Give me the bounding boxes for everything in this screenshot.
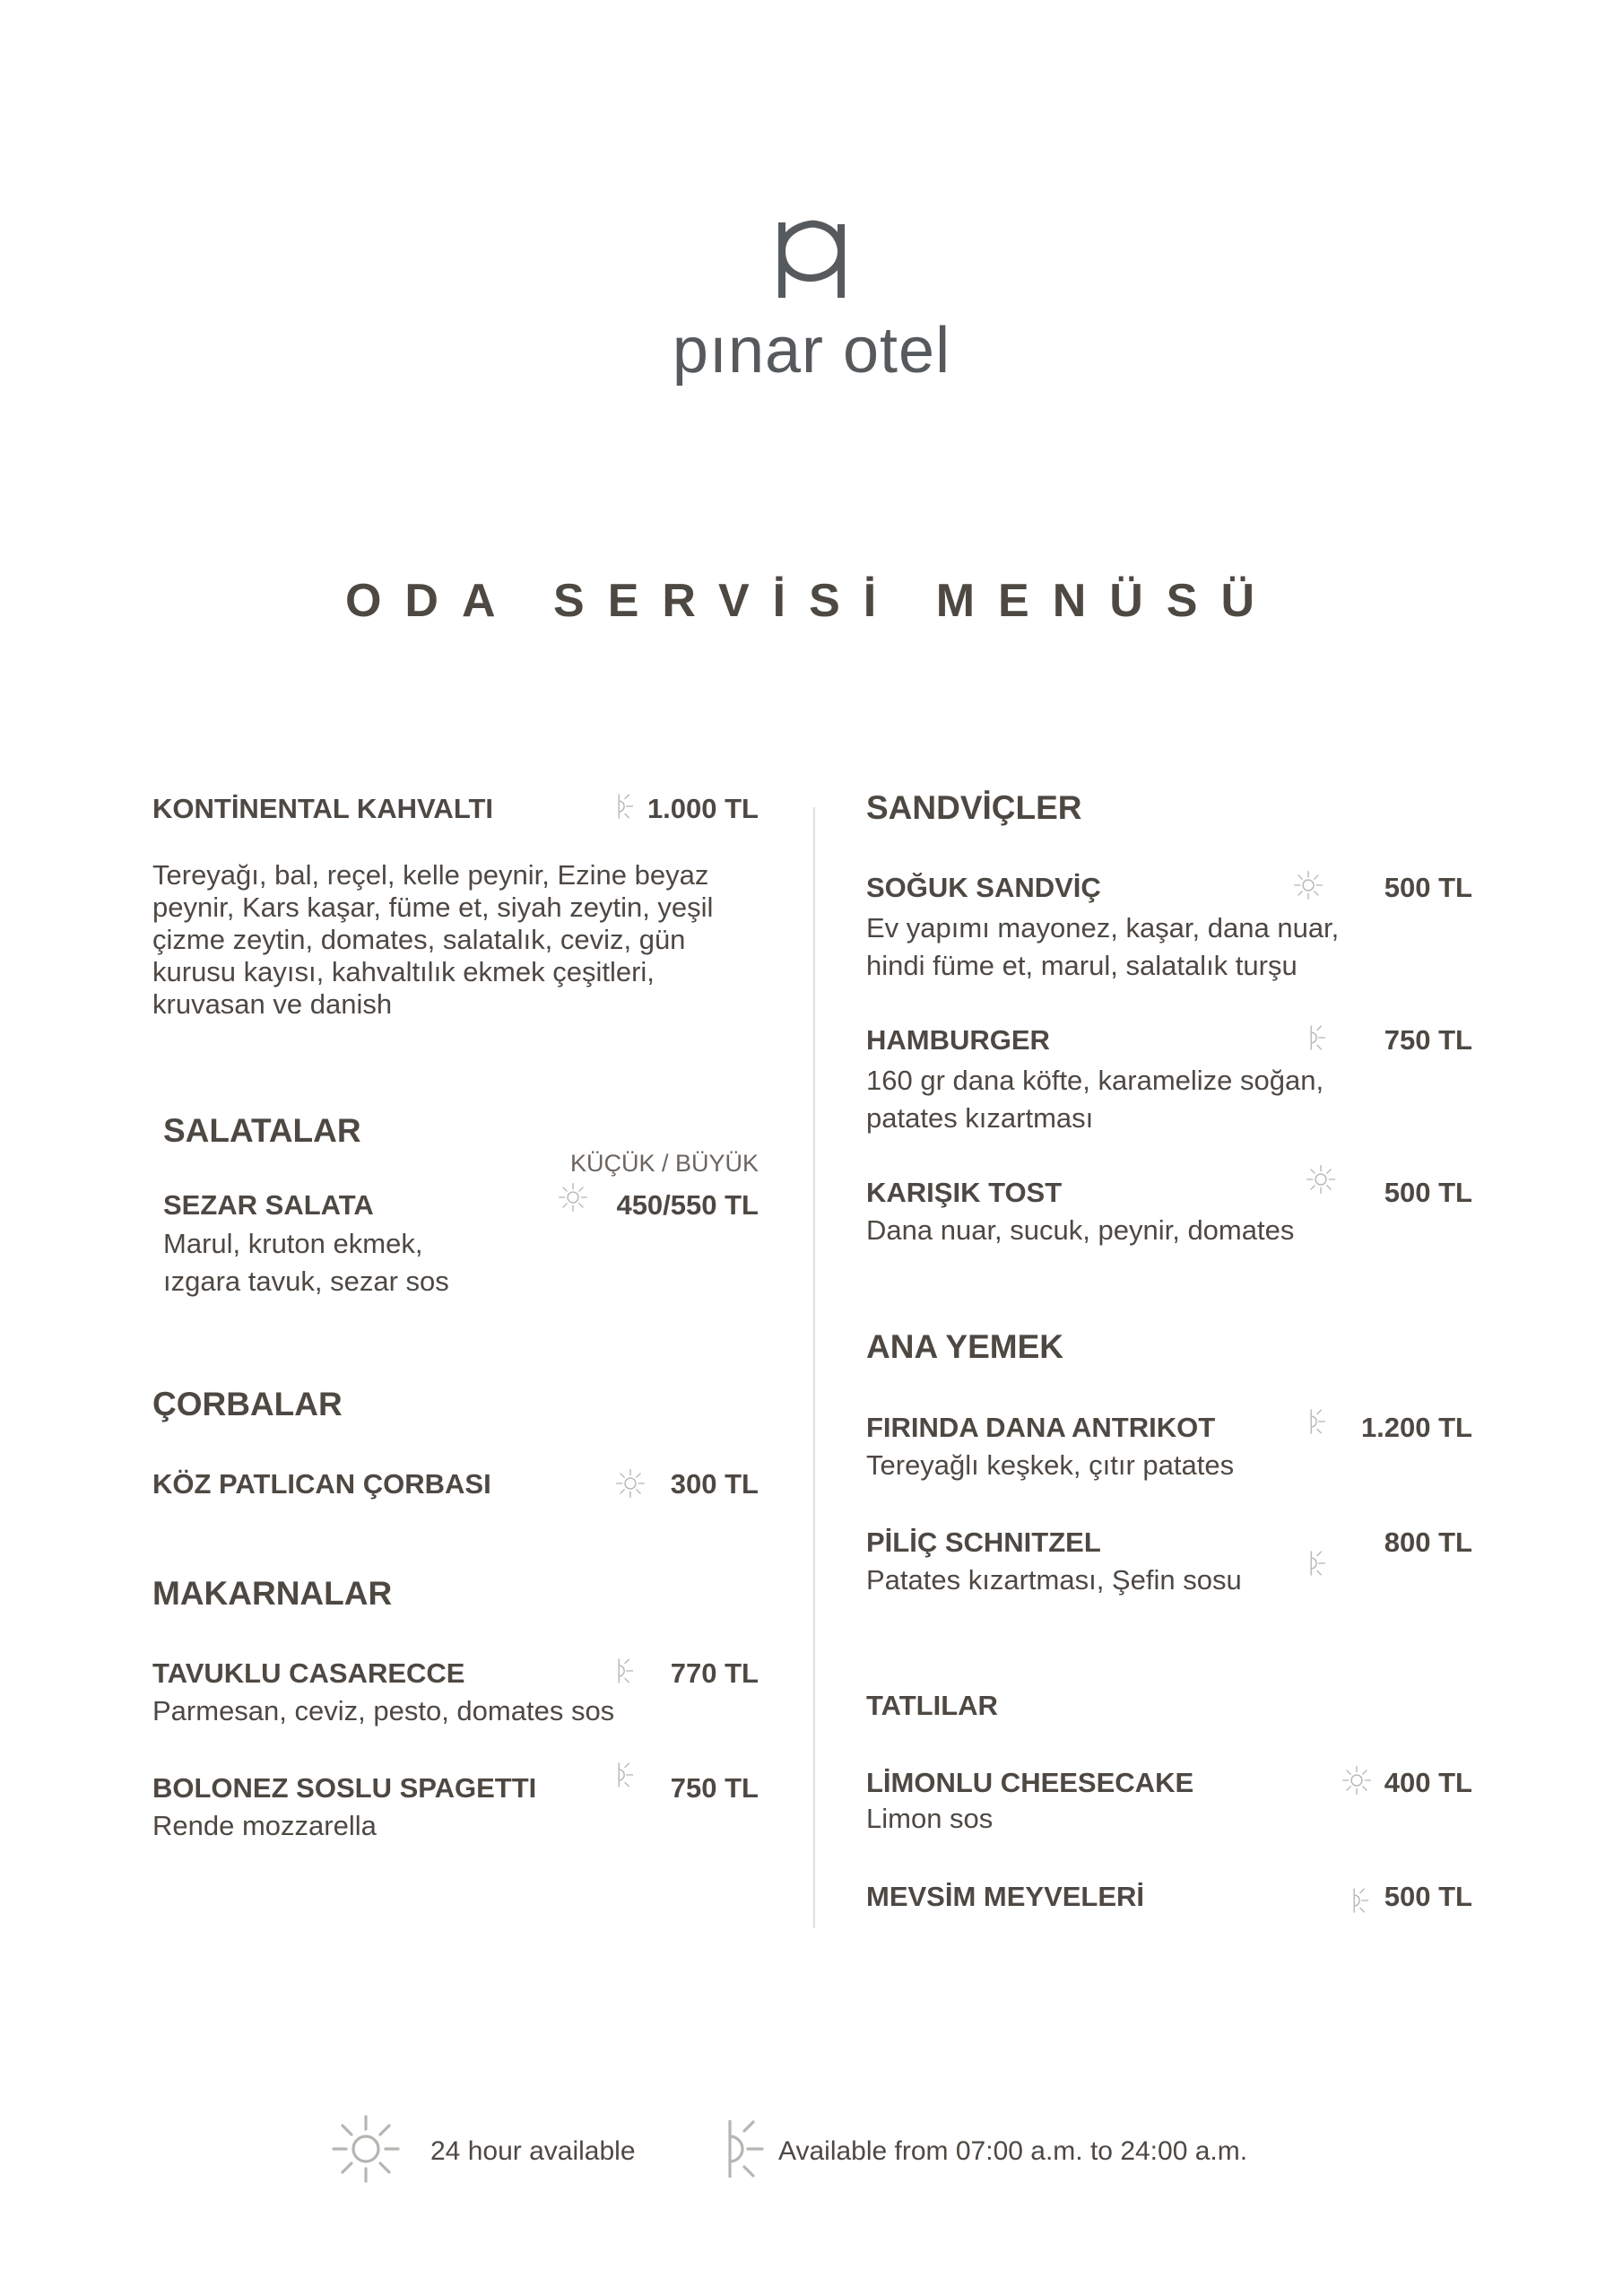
category-heading-sandwiches: SANDVİÇLER bbox=[866, 789, 1082, 826]
menu-item-price: 750 TL bbox=[1384, 1024, 1472, 1056]
menu-item-price: 300 TL bbox=[670, 1468, 759, 1500]
menu-item-price: 400 TL bbox=[1384, 1767, 1472, 1798]
menu-item-price: 450/550 TL bbox=[616, 1189, 759, 1221]
menu-item-name: LİMONLU CHEESECAKE bbox=[866, 1767, 1194, 1798]
menu-item-price: 500 TL bbox=[1384, 872, 1472, 903]
category-heading-desserts: TATLILAR bbox=[866, 1690, 998, 1721]
sun-icon bbox=[330, 2113, 402, 2185]
menu-item-name: KONTİNENTAL KAHVALTI bbox=[152, 793, 494, 824]
legend-all-day-text: 24 hour available bbox=[430, 2136, 636, 2166]
menu-item-name: FIRINDA DANA ANTRIKOT bbox=[866, 1412, 1216, 1443]
menu-item-description: Tereyağlı keşkek, çıtır patates bbox=[866, 1449, 1235, 1481]
menu-item-price: 1.000 TL bbox=[647, 793, 759, 824]
category-heading-salads: SALATALAR bbox=[163, 1112, 361, 1149]
menu-item-price: 750 TL bbox=[670, 1772, 759, 1804]
menu-item-name: SOĞUK SANDVİÇ bbox=[866, 872, 1101, 903]
menu-item-name: BOLONEZ SOSLU SPAGETTI bbox=[152, 1772, 537, 1804]
menu-item-description: Ev yapımı mayonez, kaşar, dana nuar, hindi füme et, marul, salatalık turşu bbox=[866, 912, 1340, 981]
menu-item-price: 500 TL bbox=[1384, 1881, 1472, 1912]
menu-item-description: Tereyağı, bal, reçel, kelle peynir, Ezine beyaz peynir, Kars kaşar, füme et, siyah zeytin, yeşil çizme zeytin, domates, salatalık, ceviz, gün kurusu kayısı, kahvaltılık ekmek çeşitleri, kruvasan ve danish bbox=[152, 859, 714, 1020]
menu-item-price: 800 TL bbox=[1384, 1526, 1472, 1558]
menu-item-name: PİLİÇ SCHNITZEL bbox=[866, 1526, 1101, 1558]
half-sun-icon bbox=[708, 2113, 780, 2185]
category-heading-pasta: MAKARNALAR bbox=[152, 1575, 393, 1612]
menu-item-name: MEVSİM MEYVELERİ bbox=[866, 1881, 1145, 1912]
half-sun-icon bbox=[1302, 1022, 1332, 1053]
size-labels: KÜÇÜK / BÜYÜK bbox=[569, 1150, 759, 1177]
menu-item-price: 770 TL bbox=[670, 1657, 759, 1689]
category-heading-mains: ANA YEMEK bbox=[866, 1328, 1063, 1365]
menu-item-description: Rende mozzarella bbox=[152, 1810, 377, 1841]
category-heading-soups: ÇORBALAR bbox=[152, 1386, 343, 1422]
menu-item-name: SEZAR SALATA bbox=[163, 1189, 374, 1221]
menu-item-name: HAMBURGER bbox=[866, 1024, 1050, 1056]
menu-item-price: 1.200 TL bbox=[1360, 1412, 1472, 1443]
menu-item-description: 160 gr dana köfte, karamelize soğan, patates kızartması bbox=[866, 1065, 1324, 1134]
page-title: ODA SERVİSİ MENÜSÜ bbox=[344, 575, 1279, 627]
menu-item-description: Limon sos bbox=[866, 1803, 994, 1834]
sun-icon bbox=[1306, 1164, 1336, 1195]
column-divider bbox=[813, 807, 815, 1928]
menu-item-description: Marul, kruton ekmek, ızgara tavuk, sezar sos bbox=[163, 1228, 449, 1297]
menu-item-name: KARIŞIK TOST bbox=[866, 1177, 1063, 1208]
legend-daytime-text: Available from 07:00 a.m. to 24:00 a.m. bbox=[778, 2136, 1248, 2166]
sun-icon bbox=[1293, 870, 1324, 900]
menu-item-description: Patates kızartması, Şefin sosu bbox=[866, 1564, 1242, 1596]
brand-logo-icon bbox=[771, 215, 852, 305]
menu-item-description: Parmesan, ceviz, pesto, domates sos bbox=[152, 1695, 615, 1726]
menu-item-name: TAVUKLU CASARECCE bbox=[152, 1657, 465, 1689]
menu-item-name: KÖZ PATLICAN ÇORBASI bbox=[152, 1468, 491, 1500]
half-sun-icon bbox=[1302, 1548, 1332, 1578]
menu-item-price: 500 TL bbox=[1384, 1177, 1472, 1208]
menu-item-description: Dana nuar, sucuk, peynir, domates bbox=[866, 1214, 1295, 1246]
brand-name: pınar otel bbox=[672, 315, 951, 387]
